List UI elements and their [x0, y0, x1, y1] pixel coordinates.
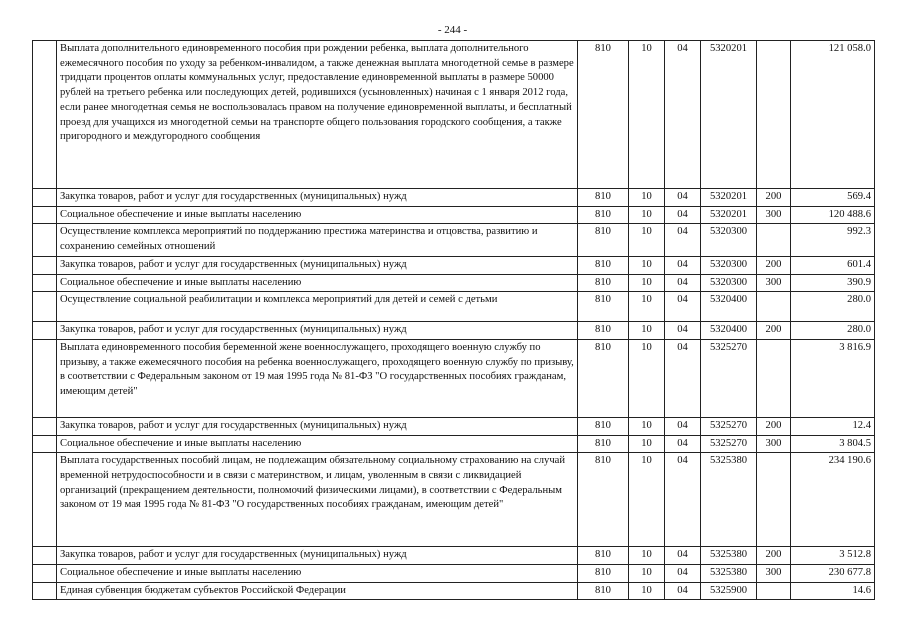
cell-pr: 04 — [665, 565, 701, 583]
cell-csr: 5320300 — [701, 274, 757, 292]
cell-amount: 992.3 — [791, 224, 875, 256]
cell-vr — [757, 292, 791, 322]
row-index-cell — [33, 453, 57, 547]
cell-amount: 601.4 — [791, 256, 875, 274]
table-row — [33, 339, 875, 417]
cell-amount: 3 512.8 — [791, 547, 875, 565]
cell-pr: 04 — [665, 547, 701, 565]
table-row — [33, 322, 875, 340]
cell-rz: 10 — [629, 453, 665, 547]
cell-amount: 280.0 — [791, 322, 875, 340]
cell-ved: 810 — [578, 189, 629, 207]
cell-vr: 300 — [757, 206, 791, 224]
cell-csr: 5320300 — [701, 224, 757, 256]
cell-amount: 12.4 — [791, 417, 875, 435]
budget-table — [32, 40, 875, 600]
cell-amount: 390.9 — [791, 274, 875, 292]
cell-vr: 200 — [757, 256, 791, 274]
cell-csr: 5320201 — [701, 206, 757, 224]
row-index-cell — [33, 435, 57, 453]
cell-amount: 569.4 — [791, 189, 875, 207]
table-row — [33, 547, 875, 565]
cell-rz: 10 — [629, 274, 665, 292]
table-row — [33, 256, 875, 274]
cell-vr: 200 — [757, 189, 791, 207]
cell-ved: 810 — [578, 206, 629, 224]
cell-desc: Закупка товаров, работ и услуг для государственных (муниципальных) нужд — [57, 189, 578, 207]
cell-rz: 10 — [629, 206, 665, 224]
cell-amount: 230 677.8 — [791, 565, 875, 583]
cell-rz: 10 — [629, 224, 665, 256]
cell-pr: 04 — [665, 417, 701, 435]
cell-ved: 810 — [578, 453, 629, 547]
cell-ved: 810 — [578, 274, 629, 292]
cell-amount: 120 488.6 — [791, 206, 875, 224]
table-row — [33, 582, 875, 600]
cell-desc: Социальное обеспечение и иные выплаты населению — [57, 435, 578, 453]
cell-pr: 04 — [665, 453, 701, 547]
row-index-cell — [33, 206, 57, 224]
table-row — [33, 453, 875, 547]
row-index-cell — [33, 292, 57, 322]
cell-csr: 5325380 — [701, 565, 757, 583]
cell-pr: 04 — [665, 322, 701, 340]
cell-ved: 810 — [578, 547, 629, 565]
cell-ved: 810 — [578, 322, 629, 340]
cell-ved: 810 — [578, 435, 629, 453]
cell-desc: Закупка товаров, работ и услуг для государственных (муниципальных) нужд — [57, 417, 578, 435]
cell-pr: 04 — [665, 582, 701, 600]
cell-desc: Выплата дополнительного единовременного пособия при рождении ребенка, выплата дополнительного ежемесячного пособия по уходу за ребенком-инвалидом, а также денежная выплата многодетной семье в размере тридцати процентов оплаты коммунальных услуг, предоставление единовременной выплаты в размере 50000 рублей на третьего ребенка или последующих детей, родившихся (усыновленных) начиная с 1 января 2012 года, если ранее многодетная семья не воспользовалась правом на получение единовременной выплаты, и бесплатный проезд для учащихся из многодетной семьи на транспорте общего пользования городского сообщения, а также пригородного и междугородного сообщения — [57, 41, 578, 189]
cell-rz: 10 — [629, 256, 665, 274]
cell-vr: 200 — [757, 417, 791, 435]
cell-csr: 5325380 — [701, 453, 757, 547]
cell-desc: Единая субвенция бюджетам субъектов Российской Федерации — [57, 582, 578, 600]
cell-csr: 5320400 — [701, 292, 757, 322]
cell-pr: 04 — [665, 189, 701, 207]
cell-amount: 280.0 — [791, 292, 875, 322]
cell-ved: 810 — [578, 565, 629, 583]
table-row — [33, 189, 875, 207]
cell-vr: 300 — [757, 565, 791, 583]
cell-amount: 234 190.6 — [791, 453, 875, 547]
cell-rz: 10 — [629, 322, 665, 340]
cell-rz: 10 — [629, 582, 665, 600]
cell-pr: 04 — [665, 292, 701, 322]
cell-desc: Выплата единовременного пособия беременной жене военнослужащего, проходящего военную службу по призыву, а также ежемесячного пособия на ребенка военнослужащего, проходящего военную службу по призыву, в соответствии с Федеральным законом от 19 мая 1995 года № 81-ФЗ "О государственных пособиях гражданам, имеющим детей" — [57, 339, 578, 417]
cell-amount: 3 804.5 — [791, 435, 875, 453]
row-index-cell — [33, 41, 57, 189]
cell-rz: 10 — [629, 565, 665, 583]
cell-csr: 5325900 — [701, 582, 757, 600]
cell-desc: Социальное обеспечение и иные выплаты населению — [57, 206, 578, 224]
cell-ved: 810 — [578, 582, 629, 600]
cell-desc: Социальное обеспечение и иные выплаты населению — [57, 274, 578, 292]
row-index-cell — [33, 582, 57, 600]
cell-amount: 14.6 — [791, 582, 875, 600]
cell-vr: 200 — [757, 322, 791, 340]
row-index-cell — [33, 224, 57, 256]
cell-pr: 04 — [665, 41, 701, 189]
table-row — [33, 292, 875, 322]
cell-csr: 5320201 — [701, 189, 757, 207]
row-index-cell — [33, 417, 57, 435]
cell-ved: 810 — [578, 339, 629, 417]
cell-rz: 10 — [629, 435, 665, 453]
cell-amount: 121 058.0 — [791, 41, 875, 189]
table-row — [33, 206, 875, 224]
cell-vr — [757, 41, 791, 189]
cell-desc: Социальное обеспечение и иные выплаты населению — [57, 565, 578, 583]
table-row — [33, 41, 875, 189]
cell-ved: 810 — [578, 292, 629, 322]
cell-vr — [757, 224, 791, 256]
cell-vr: 200 — [757, 547, 791, 565]
cell-ved: 810 — [578, 256, 629, 274]
cell-ved: 810 — [578, 417, 629, 435]
cell-rz: 10 — [629, 292, 665, 322]
page-number: - 244 - — [437, 24, 468, 36]
cell-csr: 5325270 — [701, 339, 757, 417]
row-index-cell — [33, 322, 57, 340]
cell-pr: 04 — [665, 256, 701, 274]
cell-vr: 300 — [757, 274, 791, 292]
cell-pr: 04 — [665, 435, 701, 453]
cell-vr — [757, 582, 791, 600]
cell-csr: 5325270 — [701, 417, 757, 435]
cell-ved: 810 — [578, 224, 629, 256]
row-index-cell — [33, 565, 57, 583]
cell-rz: 10 — [629, 417, 665, 435]
cell-pr: 04 — [665, 224, 701, 256]
cell-csr: 5320400 — [701, 322, 757, 340]
row-index-cell — [33, 339, 57, 417]
table-row — [33, 435, 875, 453]
cell-amount: 3 816.9 — [791, 339, 875, 417]
cell-desc: Закупка товаров, работ и услуг для государственных (муниципальных) нужд — [57, 547, 578, 565]
row-index-cell — [33, 256, 57, 274]
cell-vr — [757, 339, 791, 417]
cell-csr: 5320300 — [701, 256, 757, 274]
cell-desc: Закупка товаров, работ и услуг для государственных (муниципальных) нужд — [57, 322, 578, 340]
cell-pr: 04 — [665, 339, 701, 417]
cell-csr: 5325380 — [701, 547, 757, 565]
cell-rz: 10 — [629, 547, 665, 565]
table-row — [33, 417, 875, 435]
cell-pr: 04 — [665, 274, 701, 292]
cell-desc: Осуществление социальной реабилитации и комплекса мероприятий для детей и семей с детьми — [57, 292, 578, 322]
cell-rz: 10 — [629, 189, 665, 207]
cell-desc: Осуществление комплекса мероприятий по поддержанию престижа материнства и отцовства, развитию и сохранению семейных отношений — [57, 224, 578, 256]
table-row — [33, 224, 875, 256]
cell-rz: 10 — [629, 41, 665, 189]
cell-ved: 810 — [578, 41, 629, 189]
cell-vr — [757, 453, 791, 547]
table-row — [33, 274, 875, 292]
cell-pr: 04 — [665, 206, 701, 224]
cell-desc: Выплата государственных пособий лицам, не подлежащим обязательному социальному страхованию на случай временной нетрудоспособности и в связи с материнством, и лицам, уволенным в связи с ликвидацией организаций (прекращением деятельности, полномочий физическими лицами), в соответствии с Федеральным законом от 19 мая 1995 года № 81-ФЗ "О государственных пособиях гражданам, имеющим детей" — [57, 453, 578, 547]
row-index-cell — [33, 274, 57, 292]
cell-csr: 5320201 — [701, 41, 757, 189]
cell-vr: 300 — [757, 435, 791, 453]
cell-desc: Закупка товаров, работ и услуг для государственных (муниципальных) нужд — [57, 256, 578, 274]
cell-csr: 5325270 — [701, 435, 757, 453]
cell-rz: 10 — [629, 339, 665, 417]
table-row — [33, 565, 875, 583]
row-index-cell — [33, 547, 57, 565]
row-index-cell — [33, 189, 57, 207]
